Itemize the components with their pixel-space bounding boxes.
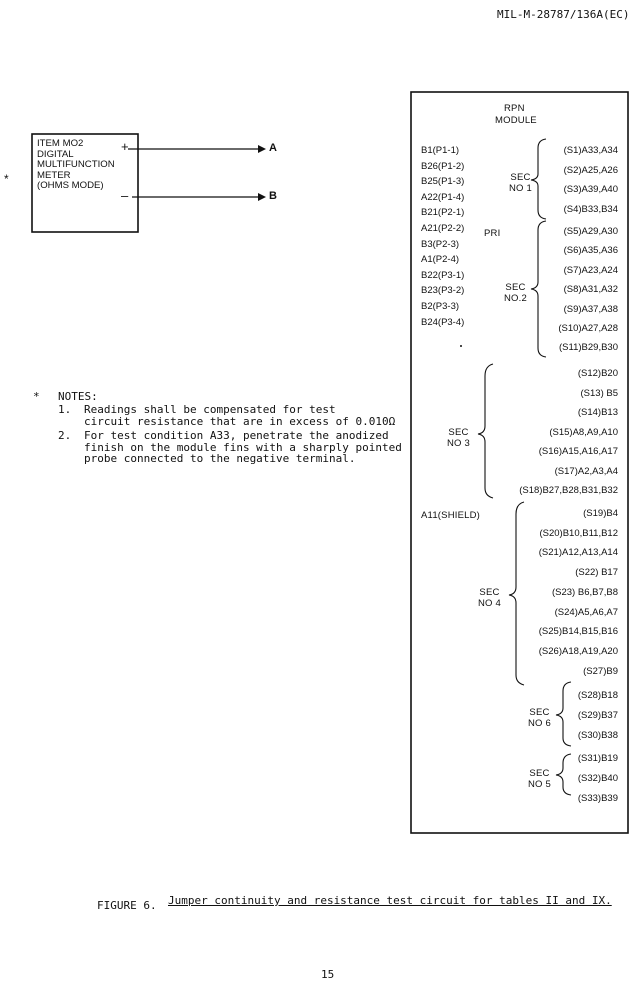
pri-pin: B25(P1-3) [421, 176, 465, 188]
section-item: (S10)A27,A28 [558, 323, 618, 335]
brace-sec-6 [556, 682, 571, 746]
section-item: (S22) B17 [575, 567, 618, 579]
meter-label [37, 139, 115, 192]
note-number: 1. [58, 403, 72, 416]
notes-asterisk: * [33, 390, 40, 403]
section-item: (S3)A39,A40 [563, 184, 618, 196]
stray-dot [460, 345, 462, 347]
pri-pin: A22(P1-4) [421, 191, 465, 203]
section-item: (S2)A25,A26 [563, 164, 618, 176]
note-row [58, 430, 402, 465]
minus-terminal-label: – [121, 188, 129, 203]
note-2 [58, 430, 402, 465]
sec-label-text: NO 1 [509, 183, 532, 194]
sec-label-text: SEC [479, 587, 500, 598]
meter-line: MULTIFUNCTION [37, 159, 115, 171]
section-item: (S12)B20 [577, 368, 618, 379]
section-item: (S26)A18,A19,A20 [538, 645, 618, 657]
section-item: (S7)A23,A24 [563, 264, 618, 276]
note-1 [58, 404, 395, 427]
note-line: For test condition A33, penetrate the anodized [84, 429, 389, 442]
pri-pin-list [421, 143, 464, 330]
output-a-label: A [269, 142, 277, 154]
sec-label-text: NO 3 [447, 438, 470, 449]
section-item: (S16)A15,A16,A17 [538, 446, 618, 457]
sec-1-items [564, 141, 618, 219]
lead-a-arrow [258, 145, 266, 153]
section-item: (S8)A31,A32 [563, 284, 618, 296]
section-item: (S25)B14,B15,B16 [538, 626, 618, 638]
note-text [84, 430, 402, 465]
notes-heading: NOTES: [58, 390, 98, 403]
section-item: (S31)B19 [577, 753, 618, 764]
sec-label-text: SEC [510, 172, 531, 183]
section-item: (S21)A12,A13,A14 [538, 547, 618, 559]
section-item: (S18)B27,B28,B31,B32 [519, 485, 618, 496]
sec-6-items [578, 686, 618, 745]
section-item: (S24)A5,A6,A7 [554, 606, 618, 618]
note-text [84, 404, 395, 427]
pri-pin: B21(P2-1) [421, 207, 465, 219]
pri-pin: B24(P3-4) [421, 316, 465, 328]
brace-sec-1 [531, 139, 546, 219]
section-item: (S5)A29,A30 [563, 226, 618, 237]
brace-sec-5 [556, 754, 571, 795]
section-item: (S13) B5 [580, 387, 618, 399]
module-title-line1: RPN [504, 103, 525, 114]
section-item: (S9)A37,A38 [563, 303, 618, 315]
section-item: (S19)B4 [583, 508, 618, 519]
section-item: (S4)B33,B34 [563, 203, 618, 215]
note-line: circuit resistance that are in excess of 0.010Ω [84, 414, 396, 428]
sec-label-text: SEC [529, 707, 550, 718]
section-item: (S17)A2,A3,A4 [554, 465, 618, 477]
section-item: (S11)B29,B30 [559, 342, 618, 354]
page-number: 15 [321, 968, 335, 981]
sec-label-2 [504, 282, 527, 304]
pri-pin: A21(P2-2) [421, 222, 465, 234]
pri-pin: B23(P3-2) [421, 285, 465, 297]
module-title-line2: MODULE [495, 115, 537, 126]
sec-label-text: NO 4 [478, 598, 501, 609]
note-number: 2. [58, 429, 72, 442]
lead-b-arrow [258, 193, 266, 201]
pri-pin: B22(P3-1) [421, 269, 465, 281]
sec-label-5 [528, 768, 551, 790]
plus-terminal-label: + [121, 139, 129, 154]
sec-label-1 [509, 172, 532, 194]
section-item: (S14)B13 [577, 407, 618, 418]
meter-asterisk: * [4, 172, 9, 186]
meter-line: DIGITAL [37, 148, 74, 160]
sec-label-6 [528, 707, 551, 729]
sec-2-items [558, 222, 618, 358]
sec-label-text: SEC [529, 768, 550, 779]
sec-label-text: NO 5 [528, 779, 551, 790]
figure-caption: Jumper continuity and resistance test circuit for tables II and IX. [168, 894, 612, 907]
brace-sec-3 [478, 364, 493, 498]
section-item: (S6)A35,A36 [563, 245, 618, 257]
pri-pin: A1(P2-4) [421, 254, 460, 266]
sec-label-text: NO.2 [504, 293, 527, 304]
pri-pin: B1(P1-1) [421, 145, 460, 156]
sec-label-4 [478, 587, 501, 609]
section-item: (S30)B38 [577, 729, 618, 741]
document-number: MIL-M-28787/136A(EC) [497, 8, 630, 21]
sec-label-text: SEC [448, 427, 469, 438]
brace-sec-2 [531, 221, 546, 357]
section-item: (S32)B40 [577, 772, 618, 784]
shield-pin: A11(SHIELD) [421, 510, 481, 521]
note-line: Readings shall be compensated for test [84, 403, 336, 416]
section-item: (S27)B9 [583, 665, 618, 677]
pri-pin: B2(P3-3) [421, 300, 460, 312]
figure-label: FIGURE 6. [97, 899, 157, 912]
sec-label-text: SEC [505, 282, 526, 293]
note-row [58, 404, 395, 427]
section-item: (S15)A8,A9,A10 [549, 426, 618, 438]
meter-line: ITEM MO2 [37, 138, 84, 149]
brace-sec-4 [509, 502, 524, 685]
pri-label: PRI [484, 228, 501, 239]
sec-5-items [578, 749, 618, 808]
section-item: (S1)A33,A34 [563, 145, 618, 156]
section-item: (S29)B37 [577, 709, 618, 721]
meter-line: (OHMS MODE) [37, 180, 104, 192]
section-item: (S23) B6,B7,B8 [551, 586, 618, 598]
section-item: (S33)B39 [577, 792, 618, 804]
sec-label-3 [447, 427, 470, 449]
sec-label-text: NO 6 [528, 718, 551, 729]
output-b-label: B [269, 190, 277, 202]
sec-3-items [519, 364, 618, 501]
note-line: probe connected to the negative terminal. [84, 452, 356, 466]
section-item: (S28)B18 [577, 690, 618, 701]
note-line: finish on the module fins with a sharply pointed [84, 440, 402, 454]
pri-pin: B26(P1-2) [421, 160, 465, 172]
sec-4-items [539, 504, 618, 681]
section-item: (S20)B10,B11,B12 [539, 527, 618, 539]
pri-pin: B3(P2-3) [421, 238, 460, 250]
meter-line: METER [37, 169, 71, 181]
